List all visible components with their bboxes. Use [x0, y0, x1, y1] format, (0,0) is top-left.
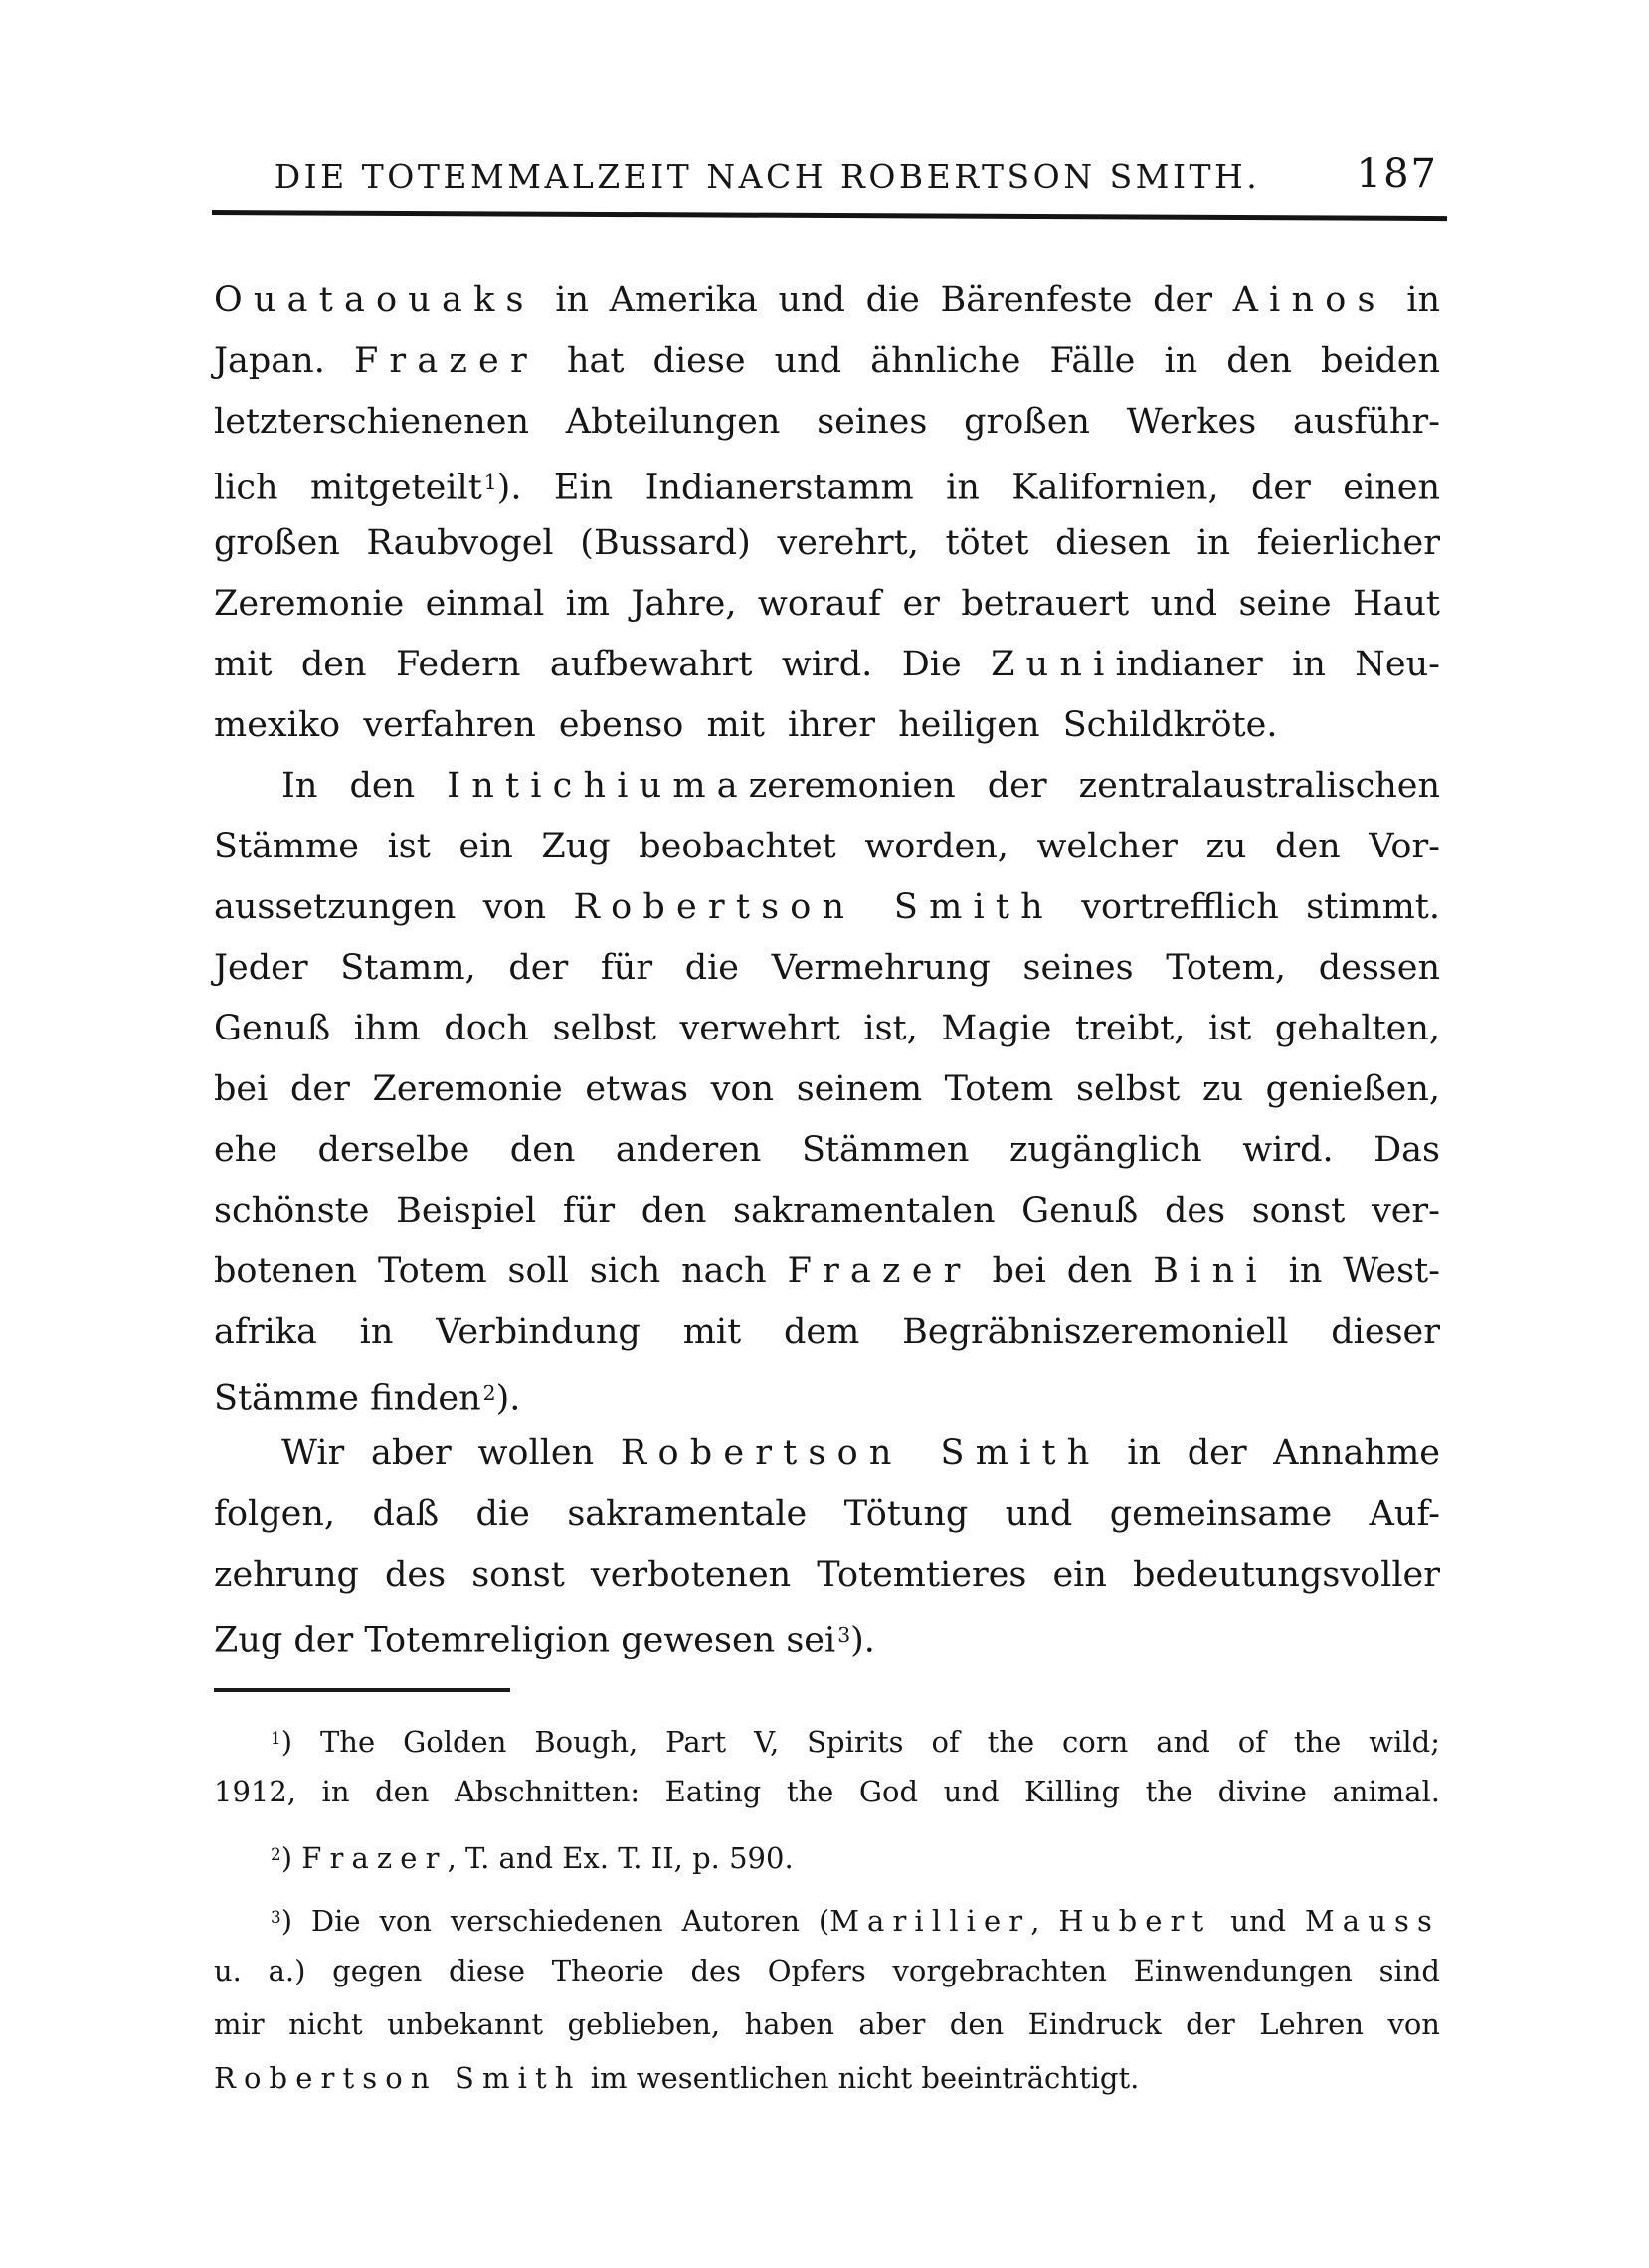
text-line	[214, 1765, 1440, 1818]
text-segment: afrika in Verbindung mit dem Begräbniszeremoniell dieser	[214, 1312, 1440, 1352]
text-segment: ).	[495, 1378, 521, 1418]
text-segment: ).	[850, 1620, 875, 1661]
text-line	[214, 1545, 1440, 1606]
text-segment: ) The Golden Bough, Part V, Spirits of the corn and of the wild;	[280, 1725, 1440, 1760]
text-segment: ) Die von verschiedenen Autoren (	[280, 1904, 830, 1939]
text-segment: ,	[1030, 1904, 1059, 1939]
text-segment: Marillier	[829, 1904, 1031, 1939]
text-line	[214, 574, 1440, 635]
text-line	[214, 635, 1440, 695]
text-segment: Frazer	[787, 1251, 972, 1291]
text-segment: Ouataouaks	[214, 281, 535, 320]
text-segment: Robertson Smith	[573, 887, 1054, 927]
text-line	[214, 817, 1440, 877]
text-segment: Genuß ihm doch selbst verwehrt ist, Magie treibt, ist gehalten,	[214, 1009, 1440, 1048]
footnote-1	[214, 1711, 1440, 1818]
text-line	[214, 938, 1440, 999]
text-segment: hat diese und ähnliche Fälle in den beiden	[537, 341, 1441, 381]
text-segment: in	[1385, 281, 1440, 320]
text-segment: und	[1211, 1904, 1305, 1939]
text-segment: )	[280, 1841, 302, 1876]
text-segment: Intichiuma	[447, 766, 749, 806]
text-line	[214, 1059, 1440, 1120]
text-line	[214, 877, 1440, 938]
text-segment: mir nicht unbekannt geblieben, haben aber den Eindruck der Lehren von	[214, 2007, 1440, 2041]
footnote-marker: 3	[271, 1907, 281, 1927]
paragraph-3	[214, 1423, 1440, 1666]
text-segment: u. a.) gegen diese Theorie des Opfers vorgebrachten Einwendungen sind	[214, 1954, 1440, 1987]
body-text	[214, 271, 1440, 1666]
text-segment: in Amerika und die Bärenfeste der	[534, 281, 1233, 320]
footnote-marker: 1	[271, 1728, 281, 1748]
text-segment: Zuni	[991, 645, 1116, 684]
text-segment: Robertson Smith	[620, 1433, 1101, 1473]
text-segment: bei der Zeremonie etwas von seinem Totem selbst zu genießen,	[214, 1069, 1440, 1109]
text-segment: indianer in Neu-	[1115, 645, 1440, 684]
text-segment: Ainos	[1232, 281, 1386, 320]
paragraph-2	[214, 756, 1440, 1423]
text-segment: mit den Federn aufbewahrt wird. Die	[214, 645, 992, 684]
text-segment: aussetzungen von	[214, 887, 574, 927]
footnote-3	[214, 1890, 1440, 2105]
text-line	[214, 1423, 1440, 1484]
text-line	[214, 1241, 1440, 1302]
text-line	[214, 756, 1440, 817]
text-line	[214, 1302, 1440, 1363]
text-segment: Jeder Stamm, der für die Vermehrung seines Totem, dessen	[214, 948, 1440, 988]
page-number: 187	[1356, 151, 1438, 197]
header-rule	[212, 210, 1447, 221]
text-segment: folgen, daß die sakramentale Tötung und gemeinsame Auf-	[214, 1494, 1440, 1534]
text-segment: Stämme finden	[214, 1378, 481, 1418]
text-segment: Japan.	[214, 341, 354, 381]
text-segment: mexiko verfahren ebenso mit ihrer heiligen Schildkröte.	[214, 705, 1278, 745]
text-segment: Frazer	[301, 1841, 448, 1876]
text-segment: , T. and Ex. T. II, p. 590.	[447, 1841, 794, 1876]
text-line	[214, 513, 1440, 574]
text-segment: Zug der Totemreligion gewesen sei	[214, 1620, 836, 1661]
text-segment: zehrung des sonst verbotenen Totemtieres ein bedeutungsvoller	[214, 1555, 1440, 1595]
text-segment: In den	[281, 766, 448, 806]
footnote-marker: 1	[483, 471, 497, 494]
text-line	[214, 1944, 1440, 1997]
text-line	[214, 999, 1440, 1059]
text-segment: Hubert	[1058, 1904, 1212, 1939]
text-segment: zeremonien der zentralaustralischen	[748, 766, 1440, 806]
text-segment: letzterschienenen Abteilungen seines großen Werkes ausführ-	[214, 402, 1440, 442]
text-segment: lich mitgeteilt	[214, 468, 482, 508]
text-segment: schönste Beispiel für den sakramentalen Genuß des sonst ver-	[214, 1191, 1440, 1230]
text-line	[214, 1711, 1440, 1765]
footnote-marker: 2	[482, 1381, 496, 1405]
text-line	[214, 2051, 1440, 2105]
text-line	[214, 392, 1440, 453]
footnote-separator	[214, 1688, 510, 1692]
running-head	[214, 151, 1440, 205]
text-segment: Wir aber wollen	[281, 1433, 621, 1473]
text-segment: bei den	[971, 1251, 1154, 1291]
footnote-marker: 2	[271, 1844, 281, 1864]
text-segment: 1912, in den Abschnitten: Eating the God und Killing the divine animal.	[214, 1775, 1440, 1808]
footnotes	[214, 1711, 1440, 2105]
paragraph-1	[214, 271, 1440, 756]
footnote-2	[214, 1827, 1440, 1881]
text-segment: vortrefflich stimmt.	[1053, 887, 1440, 927]
text-line	[214, 1181, 1440, 1241]
text-line	[214, 331, 1440, 392]
text-line	[214, 1363, 1440, 1423]
text-segment: großen Raubvogel (Bussard) verehrt, tötet diesen in feierlicher	[214, 523, 1440, 563]
text-segment: botenen Totem soll sich nach	[214, 1251, 788, 1291]
footnote-marker: 3	[837, 1623, 851, 1647]
text-line	[214, 271, 1440, 331]
text-line	[214, 1606, 1440, 1666]
text-line	[214, 1120, 1440, 1181]
text-segment: in der Annahme	[1100, 1433, 1440, 1473]
text-segment: Mauss	[1304, 1904, 1440, 1939]
text-line	[214, 1890, 1440, 1944]
text-segment: Frazer	[353, 341, 538, 381]
text-segment: ). Ein Indianerstamm in Kalifornien, der einen	[496, 468, 1440, 508]
text-segment: Robertson Smith	[214, 2061, 582, 2095]
text-segment: im wesentlichen nicht beeinträchtigt.	[581, 2061, 1140, 2095]
text-segment: Stämme ist ein Zug beobachtet worden, welcher zu den Vor-	[214, 827, 1440, 866]
text-segment: Bini	[1153, 1251, 1268, 1291]
text-line	[214, 1997, 1440, 2051]
text-line	[214, 1827, 1440, 1881]
text-segment: in West-	[1267, 1251, 1440, 1291]
text-line	[214, 453, 1440, 513]
text-line	[214, 695, 1440, 756]
running-head-title: DIE TOTEMMALZEIT NACH ROBERTSON SMITH.	[274, 157, 1261, 196]
text-line	[214, 1484, 1440, 1545]
text-segment: ehe derselbe den anderen Stämmen zugänglich wird. Das	[214, 1130, 1440, 1170]
text-segment: Zeremonie einmal im Jahre, worauf er betrauert und seine Haut	[214, 584, 1440, 624]
